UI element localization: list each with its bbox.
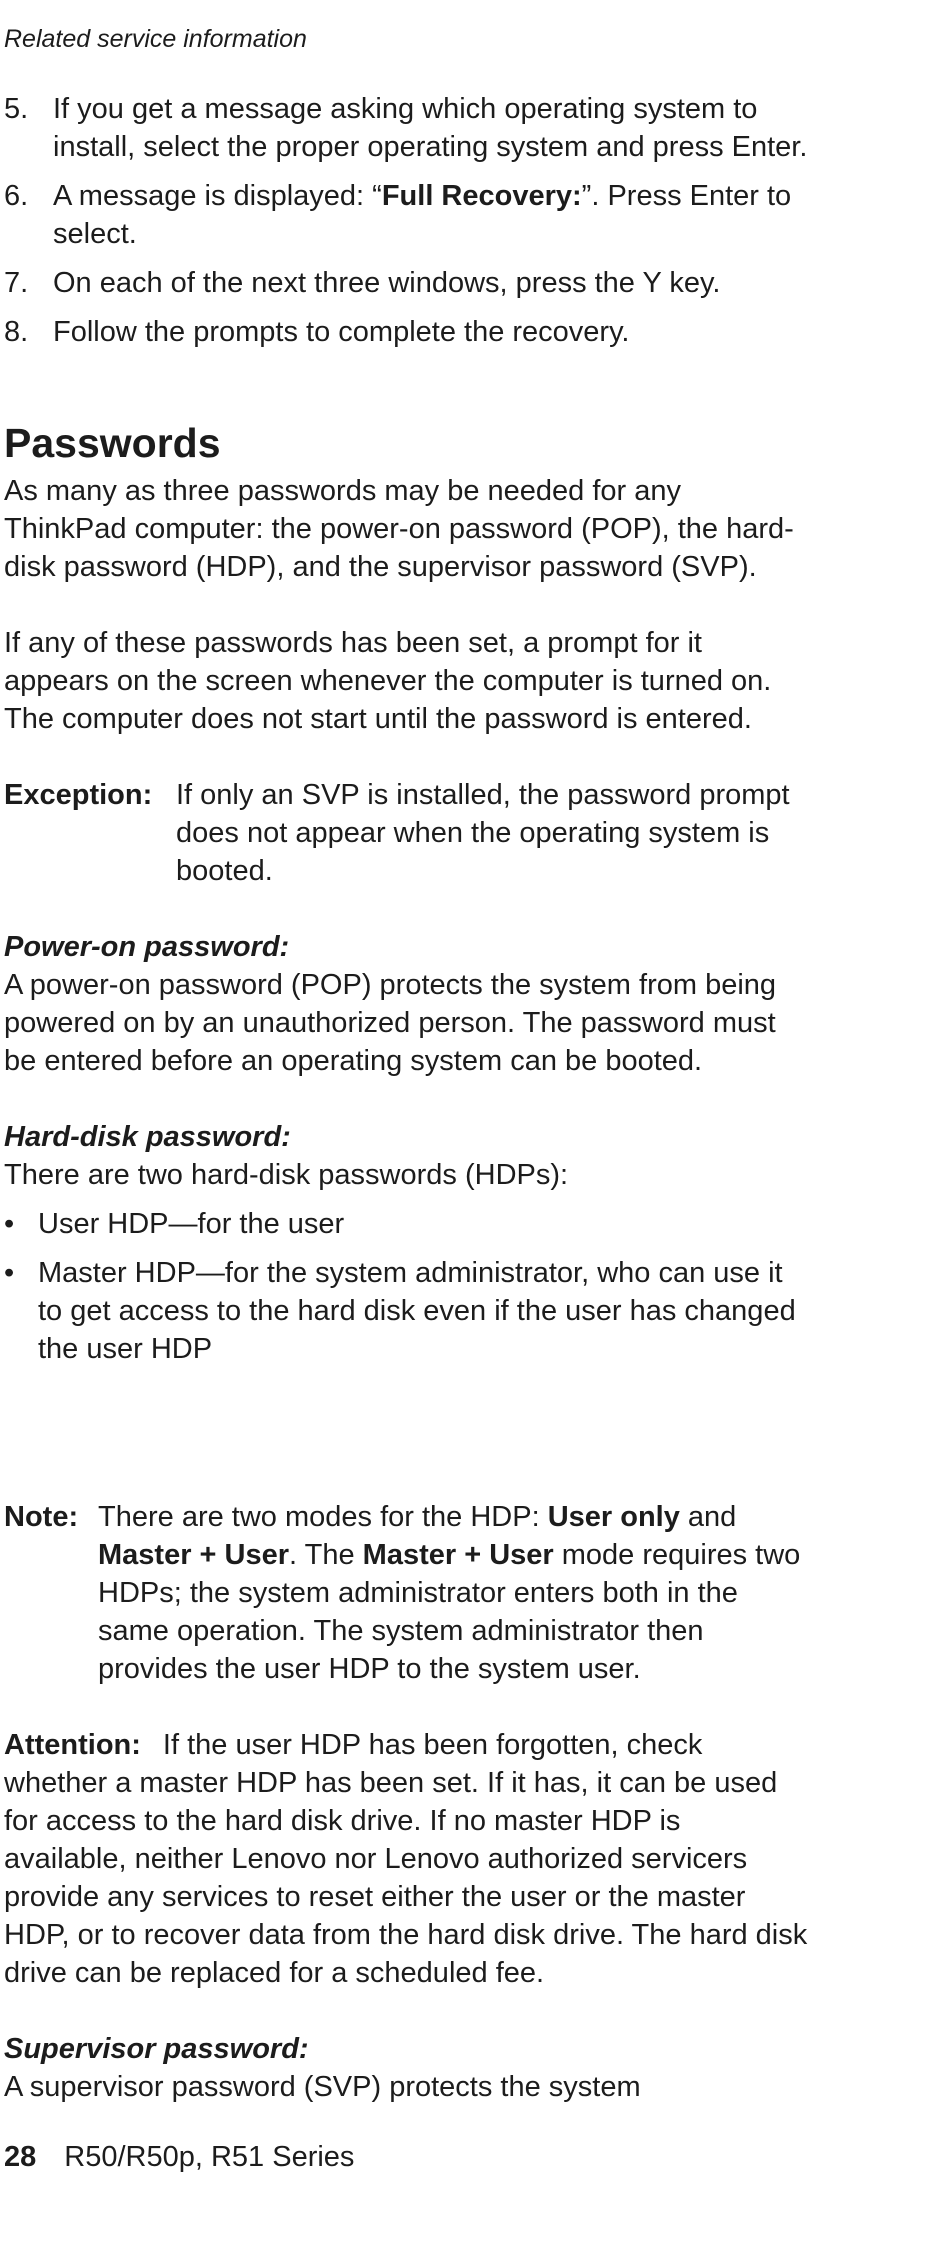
- list-item: [4, 1205, 809, 1243]
- running-head: Related service information: [4, 25, 307, 53]
- note-text-part: mode requires two HDPs; the system administrator enters both in the same operation. The system administrator then provides the user HDP to the system user.: [98, 1539, 801, 1685]
- step-text: Follow the prompts to complete the recovery.: [53, 316, 630, 348]
- step-item: [4, 90, 809, 166]
- note-text-part: and: [679, 1501, 737, 1533]
- step-text: On each of the next three windows, press the Y key.: [53, 267, 721, 299]
- attention-block: [4, 1726, 809, 1992]
- pop-text: A power-on password (POP) protects the system from being powered on by an unauthorized person. The password must be entered before an operating system can be booted.: [4, 969, 777, 1077]
- svp-section: [4, 2030, 809, 2106]
- step-text: If you get a message asking which operating system to install, select the proper operating system and press Enter.: [53, 93, 808, 163]
- section-heading-passwords: Passwords: [4, 420, 221, 466]
- recovery-steps-list: [4, 90, 809, 362]
- step-number: 8.: [4, 316, 29, 348]
- page-number: 28: [4, 2141, 37, 2173]
- exception-block: [4, 776, 809, 890]
- hdp-text: There are two hard-disk passwords (HDPs):: [4, 1159, 569, 1191]
- svp-text: A supervisor password (SVP) protects the system: [4, 2071, 641, 2103]
- hdp-bullet-list: [4, 1205, 809, 1368]
- hdp-heading: Hard-disk password:: [4, 1121, 291, 1153]
- bullet-text: Master HDP—for the system administrator, who can use it to get access to the hard disk even if the user has changed the user HDP: [38, 1257, 796, 1365]
- page-footer: [4, 2138, 354, 2176]
- step-text-post: ”. Press Enter to select.: [53, 180, 792, 250]
- note-mode-user-only: User only: [547, 1501, 680, 1533]
- step-item: [4, 264, 809, 302]
- pop-heading: Power-on password:: [4, 931, 290, 963]
- note-label: Note:: [4, 1501, 79, 1533]
- intro-paragraph-2: If any of these passwords has been set, a prompt for it appears on the screen whenever the computer is turned on. The computer does not start until the password is entered.: [4, 627, 772, 735]
- list-item: [4, 1254, 809, 1368]
- step-text-bold: Full Recovery:: [381, 180, 582, 212]
- note-text-part: There are two modes for the HDP:: [98, 1501, 548, 1533]
- step-number: 7.: [4, 267, 29, 299]
- pop-section: [4, 928, 809, 1080]
- step-text-pre: A message is displayed: “: [53, 180, 382, 212]
- svp-heading: Supervisor password:: [4, 2033, 309, 2065]
- bullet-icon: •: [4, 1208, 15, 1240]
- bullet-icon: •: [4, 1257, 15, 1289]
- bullet-text: User HDP—for the user: [38, 1208, 345, 1240]
- hdp-section: [4, 1118, 809, 1379]
- exception-label: Exception:: [4, 779, 153, 811]
- step-item: [4, 177, 809, 253]
- note-block: [4, 1498, 809, 1688]
- attention-label: Attention:: [4, 1729, 141, 1761]
- step-number: 5.: [4, 93, 29, 125]
- attention-text: If the user HDP has been forgotten, check whether a master HDP has been set. If it has, it can be used for access to the hard disk drive. If no master HDP is available, neither Lenovo nor Lenovo authorized servicers provide any services to reset either the user or the master HDP, or to recover data from the hard disk drive. The hard disk drive can be replaced for a scheduled fee.: [4, 1729, 808, 1989]
- note-text-part: . The: [289, 1539, 363, 1571]
- note-mode-master-user: Master + User: [362, 1539, 554, 1571]
- step-number: 6.: [4, 180, 29, 212]
- step-item: [4, 313, 809, 351]
- footer-title: R50/R50p, R51 Series: [64, 2141, 355, 2173]
- exception-text: If only an SVP is installed, the password prompt does not appear when the operating system is booted.: [176, 779, 790, 887]
- note-mode-master-user: Master + User: [98, 1539, 290, 1571]
- intro-paragraph-1: As many as three passwords may be needed for any ThinkPad computer: the power-on password (POP), the hard-disk password (HDP), and the supervisor password (SVP).: [4, 475, 794, 583]
- note-text: [98, 1498, 809, 1688]
